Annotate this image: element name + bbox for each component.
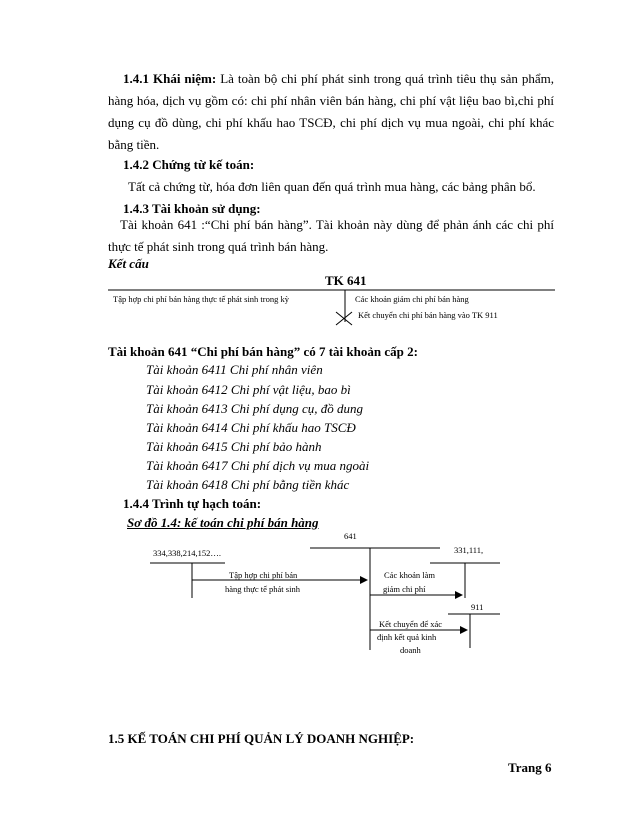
t-account-debit-text: Tập hợp chi phí bán hàng thực tế phát sinh trong kỳ [113, 294, 289, 304]
sub-account-item: Tài khoản 6411 Chi phí nhân viên [146, 362, 323, 377]
section-1-4-3-text: Tài khoản 641 :“Chi phí bán hàng”. Tài khoản này dùng để phản ánh các chi phí thực tế phát sinh trong quá trình bán hàng. [108, 217, 554, 254]
diagram-arrow1-text-2: hàng thực tế phát sinh [225, 584, 300, 594]
section-1-4-2-text: Tất cả chứng từ, hóa đơn liên quan đến quá trình mua hàng, các bảng phân bổ. [128, 179, 536, 194]
diagram-left-account-label: 334,338,214,152…. [153, 548, 221, 558]
sub-account-item: Tài khoản 6417 Chi phí dịch vụ mua ngoài [146, 458, 370, 473]
diagram-arrow1-text-1: Tập hợp chi phí bán [229, 570, 298, 580]
sub-account-item: Tài khoản 6418 Chi phí bằng tiền khác [146, 477, 350, 492]
section-1-4-3-heading: 1.4.3 Tài khoản sử dụng: [123, 201, 261, 216]
sub-account-item: Tài khoản 6412 Chi phí vật liệu, bao bì [146, 382, 351, 397]
diagram-arrow3-text-3: doanh [400, 645, 421, 655]
diagram-arrow3-text-2: định kết quả kinh [377, 632, 437, 642]
t-account-title: TK 641 [325, 273, 367, 288]
sub-account-item: Tài khoản 6414 Chi phí khấu hao TSCĐ [146, 420, 356, 435]
section-1-4-4-heading: 1.4.4 Trình tự hạch toán: [123, 496, 262, 511]
t-account-credit-text-1: Các khoản giảm chi phí bán hàng [355, 294, 469, 304]
diagram-title: Sơ đồ 1.4: kế toán chi phí bán hàng [127, 515, 319, 530]
diagram-account-641-label: 641 [344, 531, 357, 541]
structure-label: Kết cấu [108, 256, 149, 271]
diagram-account-911-label: 911 [471, 602, 484, 612]
diagram-arrow2-text-1: Các khoản làm [384, 570, 435, 580]
diagram-arrow3-text-1: Kết chuyển để xác [379, 619, 443, 629]
diagram-right-account-label: 331,111, [454, 545, 484, 555]
sub-account-item: Tài khoản 6415 Chi phí bảo hành [146, 439, 322, 454]
section-1-4-1-text: Là toàn bộ chi phí phát sinh trong quá trình tiêu thụ sản phẩm, hàng hóa, dịch vụ gồm có: chi phí nhân viên bán hàng, chi phí vật liệu bao bì,chi phí dụng cụ đồ dùng, chi phí khấu hao TSCĐ, chi phí dịch vụ mua ngoài, chi phí khác bằng tiền. [108, 71, 554, 152]
section-1-5-heading: 1.5 KẾ TOÁN CHI PHÍ QUẢN LÝ DOANH NGHIỆP: [108, 731, 415, 746]
sub-accounts-heading: Tài khoản 641 “Chi phí bán hàng” có 7 tài khoản cấp 2: [108, 344, 418, 359]
sub-account-item: Tài khoản 6413 Chi phí dụng cụ, đồ dung [146, 401, 364, 416]
page-number: Trang 6 [508, 760, 552, 775]
section-1-4-2-heading: 1.4.2 Chứng từ kế toán: [123, 157, 255, 172]
t-account-credit-text-2: Kết chuyển chi phí bán hàng vào TK 911 [358, 310, 498, 320]
diagram-arrow2-text-2: giảm chi phí [383, 584, 426, 594]
section-1-4-1-heading: 1.4.1 Khái niệm: [123, 71, 217, 86]
